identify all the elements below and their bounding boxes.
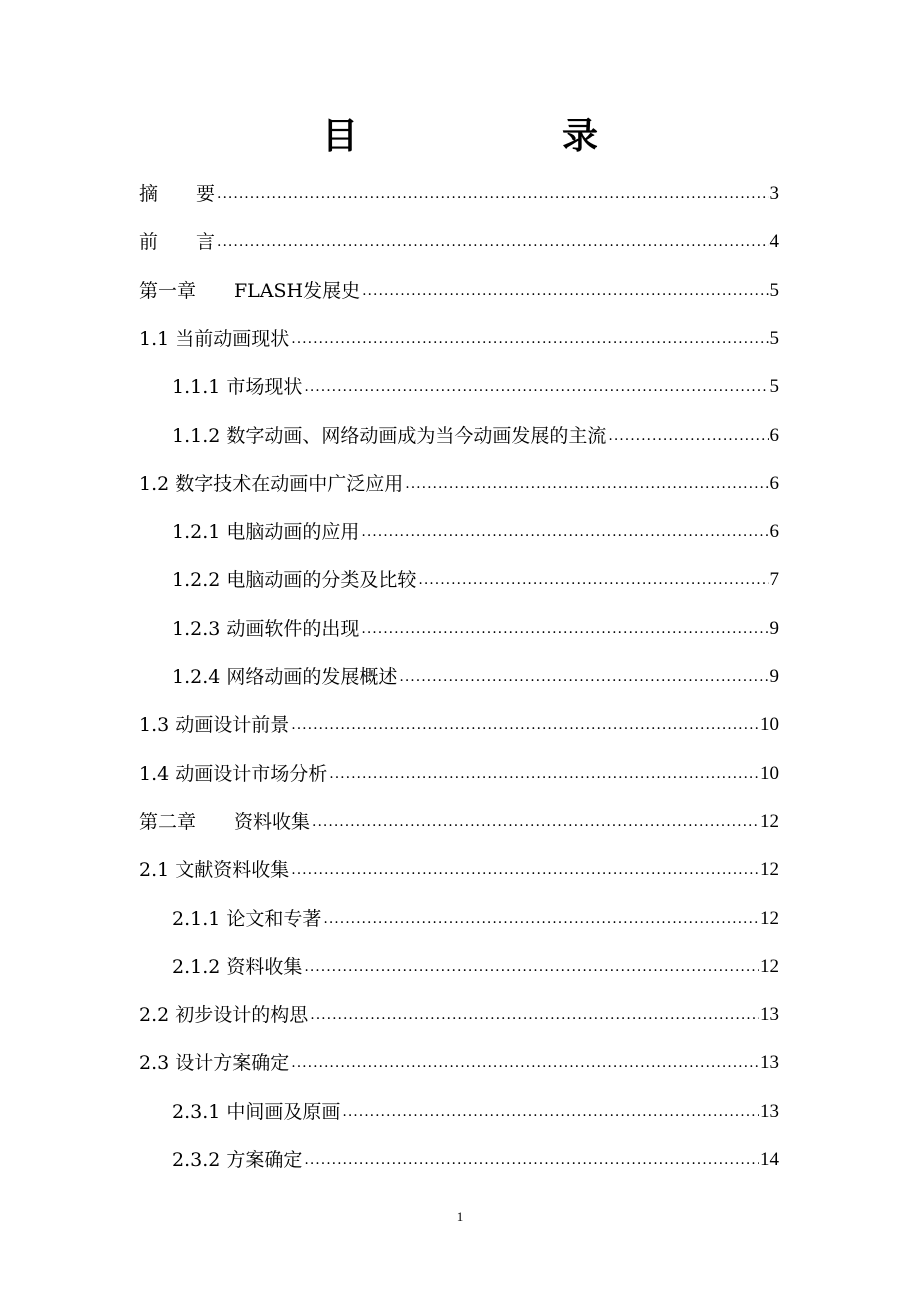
toc-entry-label: 1.2.2 电脑动画的分类及比较 xyxy=(172,569,417,592)
toc-dot-leader xyxy=(342,1102,759,1122)
toc-entry xyxy=(172,1128,779,1172)
toc-entry-page: 7 xyxy=(769,569,779,591)
toc-entry xyxy=(139,307,779,351)
toc-entry-page: 12 xyxy=(760,955,779,977)
page-title: 目 录 xyxy=(321,116,642,157)
toc-entry-page: 5 xyxy=(769,376,779,398)
toc-entry xyxy=(139,210,779,254)
toc-dot-leader xyxy=(418,570,768,590)
toc-dot-leader xyxy=(323,909,759,929)
toc-dot-leader xyxy=(399,667,768,687)
toc-dot-leader xyxy=(291,715,759,735)
toc-entry-label: 1.1.2 数字动画、网络动画成为当今动画发展的主流 xyxy=(172,424,607,447)
toc-dot-leader xyxy=(312,812,759,832)
toc-entry-label: 第一章 FLASH发展史 xyxy=(139,279,361,302)
toc-entry-label: 2.2 初步设计的构思 xyxy=(139,1004,309,1027)
toc-entry xyxy=(139,162,779,206)
toc-entry xyxy=(172,597,779,641)
toc-entry xyxy=(172,935,779,979)
toc-entry-label: 前 言 xyxy=(139,231,216,254)
toc-entry xyxy=(139,983,779,1027)
toc-entry-label: 2.1 文献资料收集 xyxy=(139,859,290,882)
toc-entry-label: 1.3 动画设计前景 xyxy=(139,714,290,737)
toc-entry-label: 2.3.2 方案确定 xyxy=(172,1149,303,1171)
toc-entry xyxy=(139,742,779,786)
page-number: 1 xyxy=(456,1209,464,1224)
toc-entry-page: 6 xyxy=(769,521,779,543)
toc-entry-page: 5 xyxy=(769,327,779,349)
toc-entry-label: 摘 要 xyxy=(139,183,216,205)
toc-entry xyxy=(172,404,779,448)
toc-dot-leader xyxy=(291,1053,759,1073)
toc-dot-leader xyxy=(608,426,768,446)
toc-entry xyxy=(172,355,779,399)
toc-entry xyxy=(172,645,779,689)
toc-entry-label: 2.3.1 中间画及原画 xyxy=(172,1100,341,1123)
toc-dot-leader xyxy=(304,377,768,397)
toc-dot-leader xyxy=(304,1150,759,1170)
toc-entry xyxy=(139,259,779,303)
toc-entry-label: 2.3 设计方案确定 xyxy=(139,1052,290,1075)
toc-entry-page: 6 xyxy=(769,424,779,446)
toc-entry-label: 1.2.1 电脑动画的应用 xyxy=(172,521,360,544)
toc-dot-leader xyxy=(361,619,768,639)
toc-entry-page: 13 xyxy=(760,1100,779,1122)
toc-entry-label: 2.1.1 论文和专著 xyxy=(172,907,322,930)
toc-dot-leader xyxy=(405,474,768,494)
toc-entry-label: 第二章 资料收集 xyxy=(139,810,311,833)
toc-entry-label: 1.2 数字技术在动画中广泛应用 xyxy=(139,472,404,495)
toc-dot-leader xyxy=(362,281,768,301)
toc-entry-page: 12 xyxy=(760,810,779,832)
toc-dot-leader xyxy=(291,329,768,349)
toc-entry-page: 3 xyxy=(769,183,779,204)
toc-entry-label: 1.1.1 市场现状 xyxy=(172,376,303,399)
toc-dot-leader xyxy=(304,957,759,977)
toc-entry xyxy=(139,790,779,834)
toc-entry-page: 9 xyxy=(769,666,779,687)
toc-entry xyxy=(139,1031,779,1075)
toc-entry-page: 4 xyxy=(769,231,779,253)
toc-entry-page: 5 xyxy=(769,279,779,301)
toc-entry-label: 1.1 当前动画现状 xyxy=(139,327,290,350)
toc-entry xyxy=(139,693,779,737)
toc-entry-page: 12 xyxy=(760,907,779,929)
toc-entry xyxy=(139,452,779,496)
toc-entry xyxy=(139,838,779,882)
toc-entry-label: 1.4 动画设计市场分析 xyxy=(139,762,328,785)
toc-entry-page: 14 xyxy=(760,1149,779,1170)
toc-entry xyxy=(172,887,779,931)
toc-entry xyxy=(172,1080,779,1124)
toc-entry-page: 13 xyxy=(760,1004,779,1026)
toc-entry-label: 1.2.3 动画软件的出现 xyxy=(172,617,360,640)
toc-entry-page: 10 xyxy=(760,762,779,784)
toc-entry-page: 10 xyxy=(760,714,779,736)
toc-entry-page: 12 xyxy=(760,859,779,881)
toc-dot-leader xyxy=(361,522,768,542)
toc-dot-leader xyxy=(329,764,759,784)
toc-dot-leader xyxy=(310,1005,759,1025)
toc-entry-label: 1.2.4 网络动画的发展概述 xyxy=(172,666,398,688)
toc-entry xyxy=(172,500,779,544)
toc-dot-leader xyxy=(217,232,768,252)
toc-entry-page: 6 xyxy=(769,472,779,494)
toc-entry xyxy=(172,548,779,592)
toc-entry-label: 2.1.2 资料收集 xyxy=(172,955,303,978)
toc-entry-page: 9 xyxy=(769,617,779,639)
toc-dot-leader xyxy=(291,860,759,880)
toc-entry-page: 13 xyxy=(760,1052,779,1074)
toc-dot-leader xyxy=(217,184,768,204)
